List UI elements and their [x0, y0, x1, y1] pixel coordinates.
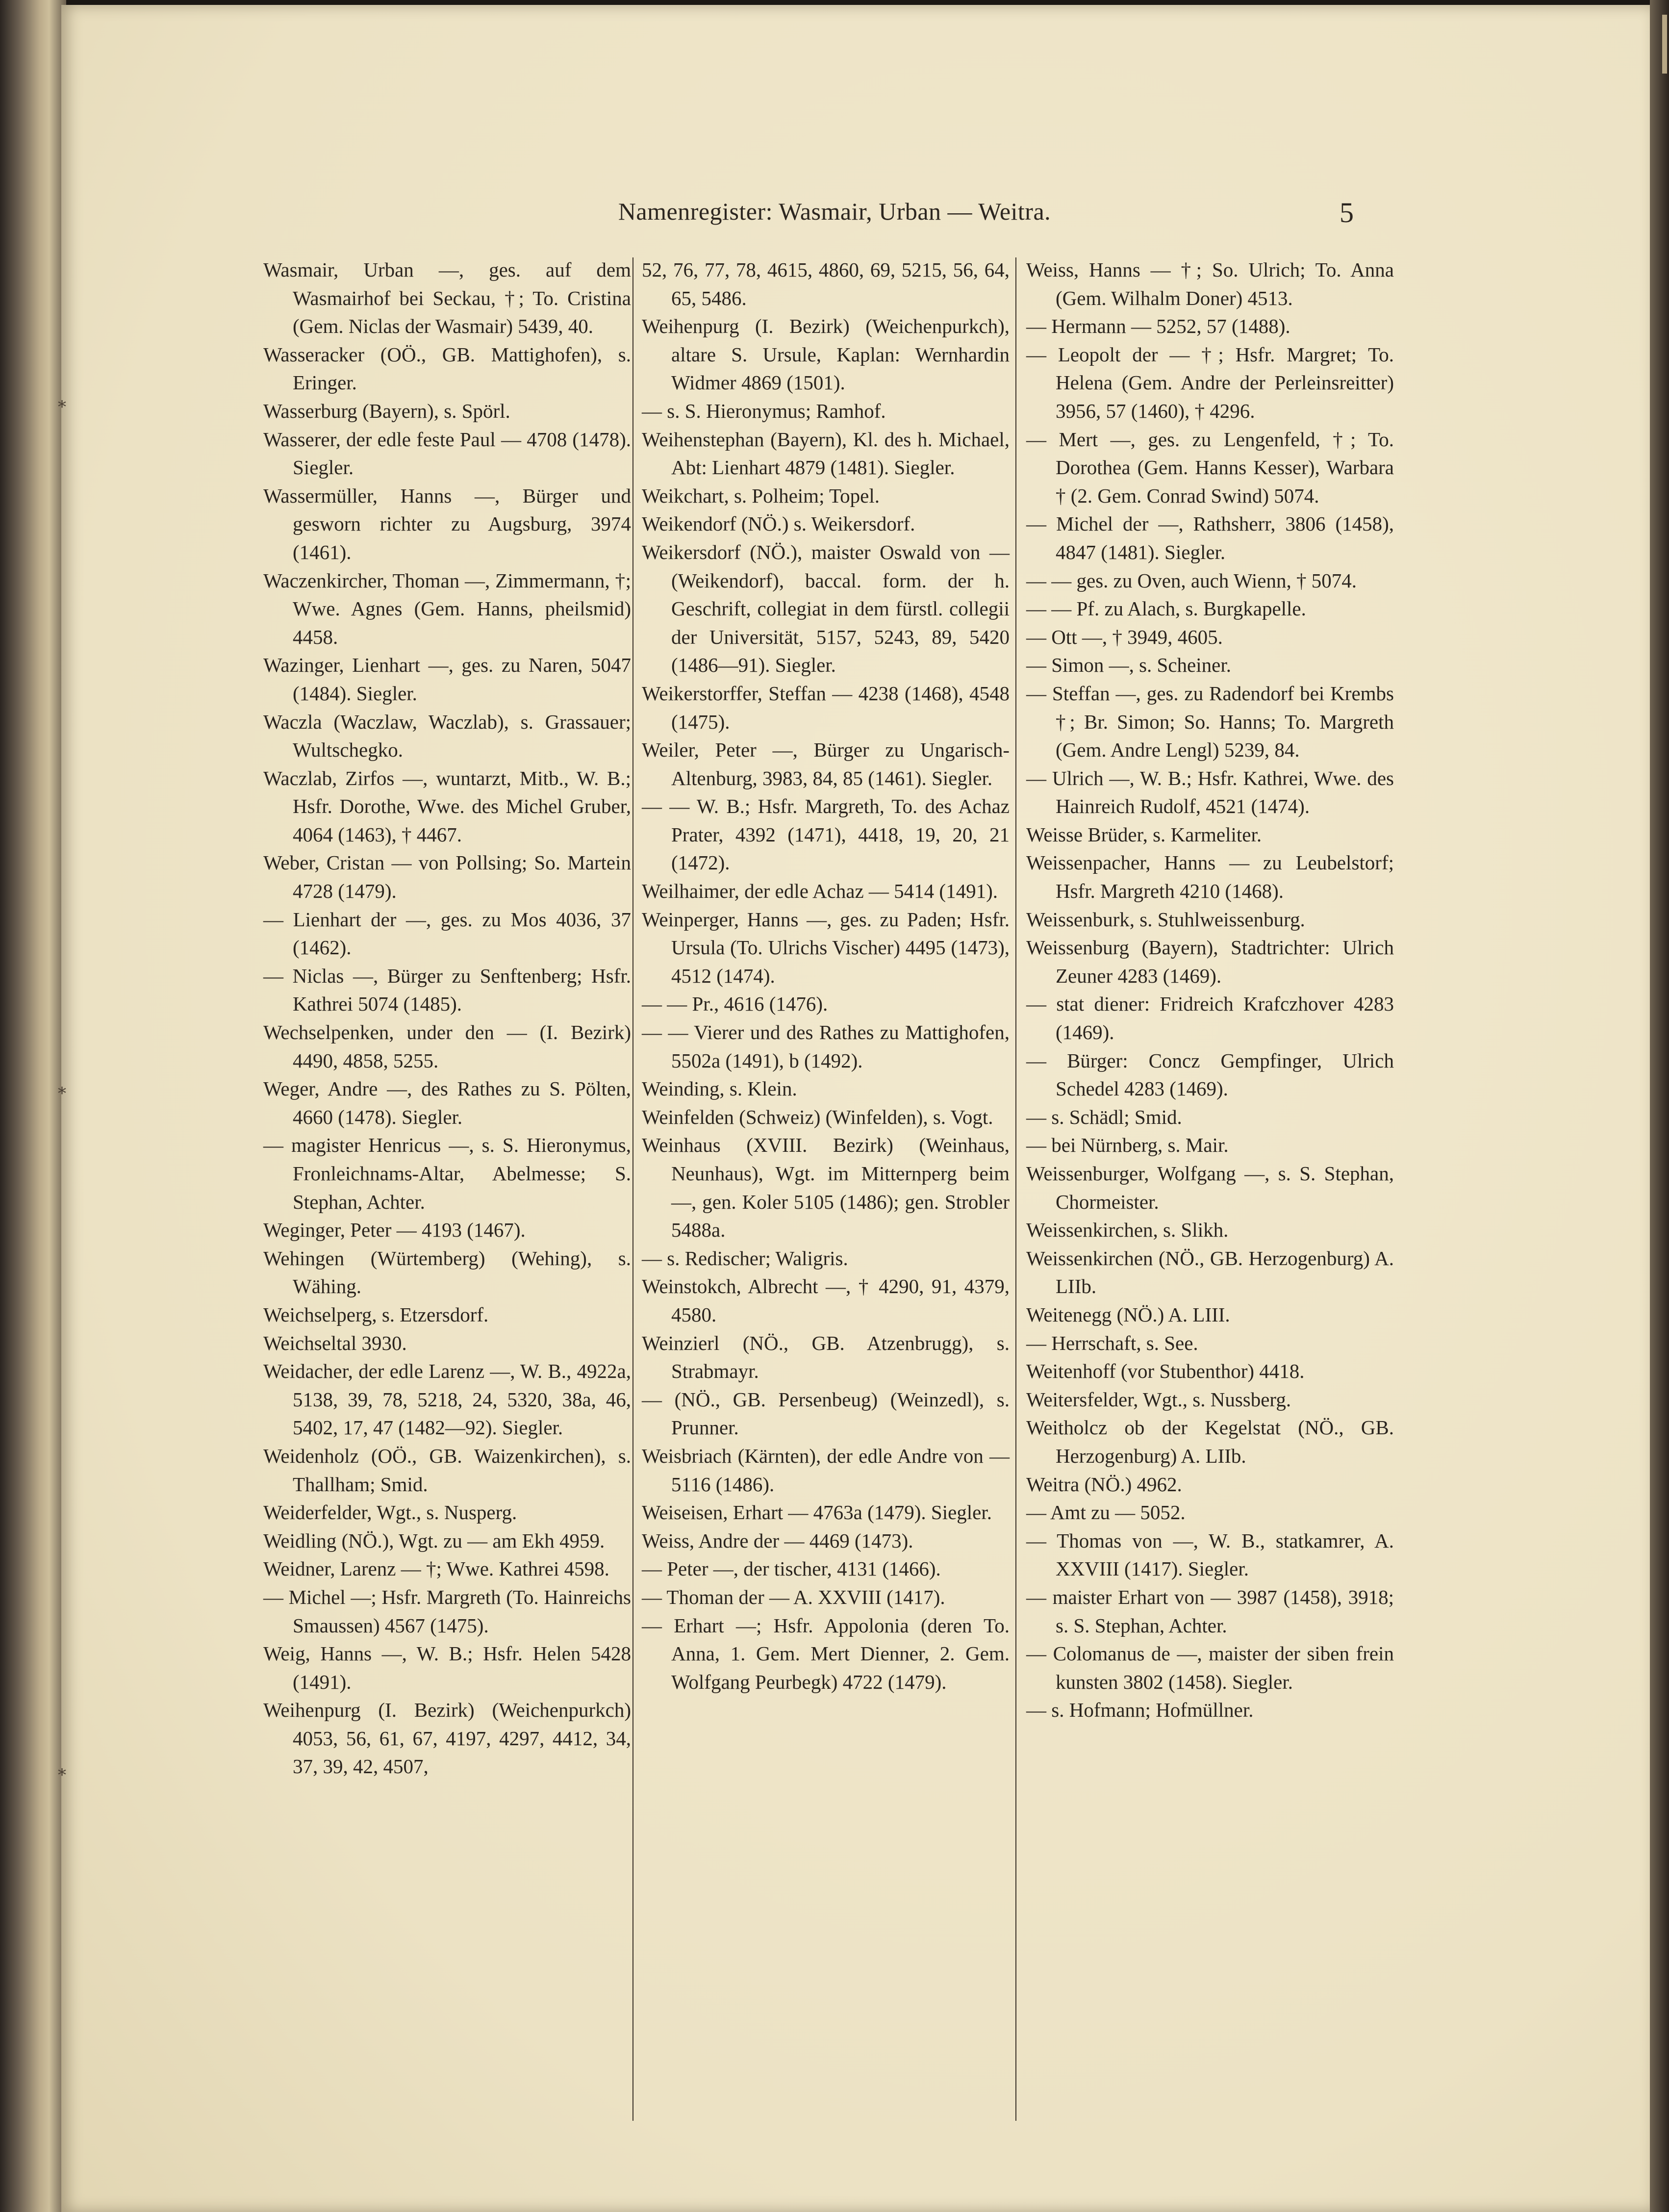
- index-entry: — magister Henricus —, s. S. Hieronymus, Fronleichnams-Altar, Abelmesse; S. Stephan, Achter.: [263, 1134, 631, 1213]
- index-entry: Wassermüller, Hanns —, Bürger und gesworn richter zu Augsburg, 3974 (1461).: [263, 484, 631, 563]
- index-entry: Weikchart, s. Polheim; Topel.: [642, 484, 880, 507]
- page-header: Namenregister: Wasmair, Urban — Weitra.: [618, 198, 1051, 225]
- index-entry: — Ulrich —, W. B.; Hsfr. Kathrei, Wwe. des Hainreich Rudolf, 4521 (1474).: [1026, 766, 1394, 818]
- index-entry: — Thomas von —, W. B., statkamrer, A. XXVIII (1417). Siegler.: [1026, 1529, 1394, 1580]
- index-entry: — Ott —, † 3949, 4605.: [1026, 625, 1223, 648]
- index-entry: Weichselperg, s. Etzersdorf.: [263, 1303, 489, 1326]
- index-entry: Weinperger, Hanns —, ges. zu Paden; Hsfr. Ursula (To. Ulrichs Vischer) 4495 (1473), 4512 (1474).: [642, 908, 1010, 987]
- index-entry: Weihenpurg (I. Bezirk) (Weichenpurkch) 4053, 56, 61, 67, 4197, 4297, 4412, 34, 37, 39, 42, 4507,: [263, 1699, 631, 1778]
- index-entry: Weitenhoff (vor Stubenthor) 4418.: [1026, 1360, 1305, 1383]
- index-entry: Weger, Andre —, des Rathes zu S. Pölten, 4660 (1478). Siegler.: [263, 1077, 631, 1128]
- column-divider: [1015, 257, 1016, 2121]
- index-entry: Weber, Cristan — von Pollsing; So. Martein 4728 (1479).: [263, 851, 631, 903]
- index-entry: 52, 76, 77, 78, 4615, 4860, 69, 5215, 56, 64, 65, 5486.: [642, 258, 1010, 309]
- index-entry: — Michel —; Hsfr. Margreth (To. Hainreichs Smaussen) 4567 (1475).: [263, 1585, 631, 1637]
- index-entry: — Niclas —, Bürger zu Senftenberg; Hsfr. Kathrei 5074 (1485).: [263, 964, 631, 1016]
- index-entry: — — Pr., 4616 (1476).: [642, 992, 828, 1016]
- index-entry: Waczla (Waczlaw, Waczlab), s. Grassauer; Wultschegko.: [263, 710, 631, 762]
- index-entry: — — W. B.; Hsfr. Margreth, To. des Achaz Prater, 4392 (1471), 4418, 19, 20, 21 (1472).: [642, 795, 1010, 874]
- index-entry: Weiss, Hanns — †; So. Ulrich; To. Anna (Gem. Wilhalm Doner) 4513.: [1026, 258, 1394, 309]
- index-entry: Weihenpurg (I. Bezirk) (Weichenpurkch), altare S. Ursule, Kaplan: Wernhardin Widmer 4869 (1501).: [642, 315, 1010, 394]
- index-entry: Weiler, Peter —, Bürger zu Ungarisch-Altenburg, 3983, 84, 85 (1461). Siegler.: [642, 738, 1010, 789]
- index-entry: Weisbriach (Kärnten), der edle Andre von — 5116 (1486).: [642, 1444, 1010, 1496]
- margin-mark: *: [58, 397, 66, 417]
- index-entry: — — Vierer und des Rathes zu Mattighofen, 5502a (1491), b (1492).: [642, 1021, 1010, 1072]
- index-entry: — Simon —, s. Scheiner.: [1026, 654, 1231, 677]
- previous-page-edge: [0, 0, 66, 2212]
- index-entry: Weikersdorf (NÖ.), maister Oswald von — (Weikendorf), baccal. form. der h. Geschrift, collegiat in dem fürstl. collegii der Universität, 5157, 5243, 89, 5420 (1486—91). Siegler.: [642, 540, 1010, 677]
- index-entry: Weidner, Larenz — †; Wwe. Kathrei 4598.: [263, 1557, 609, 1580]
- index-entry: Weichseltal 3930.: [263, 1331, 407, 1354]
- index-entry: Weikendorf (NÖ.) s. Weikersdorf.: [642, 512, 915, 535]
- index-entry: — Steffan —, ges. zu Radendorf bei Krembs †; Br. Simon; So. Hanns; To. Margreth (Gem. Andre Lengl) 5239, 84.: [1026, 682, 1394, 762]
- index-entry: Weissenburger, Wolfgang —, s. S. Stephan, Chormeister.: [1026, 1162, 1394, 1213]
- index-entry: Wasserer, der edle feste Paul — 4708 (1478). Siegler.: [263, 428, 631, 479]
- index-entry: Wasmair, Urban —, ges. auf dem Wasmairhof bei Seckau, †; To. Cristina (Gem. Niclas der Wasmair) 5439, 40.: [263, 258, 631, 338]
- index-entry: — Michel der —, Rathsherr, 3806 (1458), 4847 (1481). Siegler.: [1026, 512, 1394, 563]
- index-entry: — Lienhart der —, ges. zu Mos 4036, 37 (1462).: [263, 908, 631, 959]
- margin-mark: *: [58, 1765, 66, 1785]
- index-entry: — bei Nürnberg, s. Mair.: [1026, 1134, 1229, 1157]
- index-entry: Weinding, s. Klein.: [642, 1077, 797, 1100]
- index-entry: Weiderfelder, Wgt., s. Nusperg.: [263, 1501, 517, 1524]
- index-entry: Weidacher, der edle Larenz —, W. B., 4922a, 5138, 39, 78, 5218, 24, 5320, 38a, 46, 5402, 17, 47 (1482—92). Siegler.: [263, 1360, 631, 1439]
- index-entry: — Peter —, der tischer, 4131 (1466).: [642, 1557, 941, 1580]
- index-entry: Weiss, Andre der — 4469 (1473).: [642, 1529, 913, 1552]
- index-entry: Waczenkircher, Thoman —, Zimmermann, †; Wwe. Agnes (Gem. Hanns, pheilsmid) 4458.: [263, 569, 631, 648]
- index-entry: Weinstokch, Albrecht —, † 4290, 91, 4379, 4580.: [642, 1275, 1010, 1326]
- index-entry: Weitholcz ob der Kegelstat (NÖ., GB. Herzogenburg) A. LIIb.: [1026, 1416, 1394, 1467]
- index-entry: — maister Erhart von — 3987 (1458), 3918; s. S. Stephan, Achter.: [1026, 1585, 1394, 1637]
- index-entry: — s. Hofmann; Hofmüllner.: [1026, 1699, 1254, 1722]
- index-entry: — Hermann — 5252, 57 (1488).: [1026, 315, 1290, 338]
- index-entry: Weissenkirchen (NÖ., GB. Herzogenburg) A. LIIb.: [1026, 1246, 1394, 1298]
- index-entry: Wasseracker (OÖ., GB. Mattighofen), s. Eringer.: [263, 343, 631, 394]
- index-entry: Wehingen (Würtemberg) (Wehing), s. Wähing.: [263, 1246, 631, 1298]
- index-entry: Wechselpenken, under den — (I. Bezirk) 4490, 4858, 5255.: [263, 1021, 631, 1072]
- index-entry: — Herrschaft, s. See.: [1026, 1331, 1198, 1354]
- scale-marker: [1662, 15, 1667, 74]
- index-entry: Weidenholz (OÖ., GB. Waizenkirchen), s. Thallham; Smid.: [263, 1444, 631, 1496]
- index-entry: — — ges. zu Oven, auch Wienn, † 5074.: [1026, 569, 1357, 592]
- index-entry: Weilhaimer, der edle Achaz — 5414 (1491).: [642, 880, 998, 903]
- index-entry: Weinfelden (Schweiz) (Winfelden), s. Vogt.: [642, 1105, 993, 1128]
- column-divider: [632, 257, 633, 2121]
- index-entry: Weikerstorffer, Steffan — 4238 (1468), 4548 (1475).: [642, 682, 1010, 733]
- index-entry: Weidling (NÖ.), Wgt. zu — am Ekh 4959.: [263, 1529, 605, 1552]
- index-entry: Weissenkirchen, s. Slikh.: [1026, 1219, 1229, 1242]
- index-column-1: [263, 256, 631, 1781]
- index-entry: Weissenburk, s. Stuhlweissenburg.: [1026, 908, 1305, 931]
- page-right-edge: [1650, 0, 1669, 2212]
- index-entry: — s. Redischer; Waligris.: [642, 1246, 848, 1270]
- index-entry: Weissenburg (Bayern), Stadtrichter: Ulrich Zeuner 4283 (1469).: [1026, 936, 1394, 987]
- index-entry: Wazinger, Lienhart —, ges. zu Naren, 5047 (1484). Siegler.: [263, 654, 631, 705]
- index-entry: Weitenegg (NÖ.) A. LIII.: [1026, 1303, 1230, 1326]
- index-entry: Weig, Hanns —, W. B.; Hsfr. Helen 5428 (1491).: [263, 1642, 631, 1693]
- index-entry: Weitersfelder, Wgt., s. Nussberg.: [1026, 1388, 1291, 1411]
- index-entry: — Colomanus de —, maister der siben frein kunsten 3802 (1458). Siegler.: [1026, 1642, 1394, 1693]
- index-entry: — Mert —, ges. zu Lengenfeld, †; To. Dorothea (Gem. Hanns Kesser), Warbara † (2. Gem. Conrad Swind) 5074.: [1026, 428, 1394, 507]
- index-entry: — Leopolt der — †; Hsfr. Margret; To. Helena (Gem. Andre der Perleinsreitter) 3956, 57 (1460), † 4296.: [1026, 343, 1394, 422]
- index-entry: Waczlab, Zirfos —, wuntarzt, Mitb., W. B.; Hsfr. Dorothe, Wwe. des Michel Gruber, 4064 (1463), † 4467.: [263, 766, 631, 846]
- index-column-3: [1026, 256, 1394, 1725]
- index-entry: — Thoman der — A. XXVIII (1417).: [642, 1585, 945, 1608]
- index-entry: Weinzierl (NÖ., GB. Atzenbrugg), s. Strabmayr.: [642, 1331, 1010, 1383]
- index-entry: — (NÖ., GB. Persenbeug) (Weinzedl), s. Prunner.: [642, 1388, 1010, 1439]
- index-entry: Weisse Brüder, s. Karmeliter.: [1026, 823, 1262, 846]
- index-entry: Weiseisen, Erhart — 4763a (1479). Siegler.: [642, 1501, 992, 1524]
- index-entry: — — Pf. zu Alach, s. Burgkapelle.: [1026, 597, 1306, 620]
- index-entry: — stat diener: Fridreich Krafczhover 4283 (1469).: [1026, 992, 1394, 1044]
- index-entry: Weinhaus (XVIII. Bezirk) (Weinhaus, Neunhaus), Wgt. im Mitternperg beim —, gen. Koler 5105 (1486); gen. Strobler 5488a.: [642, 1134, 1010, 1242]
- index-entry: Weitra (NÖ.) 4962.: [1026, 1473, 1182, 1496]
- index-entry: — s. S. Hieronymus; Ramhof.: [642, 399, 886, 422]
- index-entry: Weginger, Peter — 4193 (1467).: [263, 1219, 526, 1242]
- index-entry: — Bürger: Concz Gempfinger, Ulrich Schedel 4283 (1469).: [1026, 1049, 1394, 1100]
- index-entry: — Erhart —; Hsfr. Appolonia (deren To. Anna, 1. Gem. Mert Dienner, 2. Gem. Wolfgang Peurbegk) 4722 (1479).: [642, 1614, 1010, 1693]
- page-number: 5: [1340, 197, 1354, 229]
- index-entry: Weissenpacher, Hanns — zu Leubelstorf; Hsfr. Margreth 4210 (1468).: [1026, 851, 1394, 903]
- index-column-2: [642, 256, 1010, 1696]
- index-entry: — s. Schädl; Smid.: [1026, 1105, 1182, 1128]
- index-entry: — Amt zu — 5052.: [1026, 1501, 1186, 1524]
- margin-mark: *: [58, 1084, 66, 1103]
- index-entry: Weihenstephan (Bayern), Kl. des h. Michael, Abt: Lienhart 4879 (1481). Siegler.: [642, 428, 1010, 479]
- index-entry: Wasserburg (Bayern), s. Spörl.: [263, 399, 510, 422]
